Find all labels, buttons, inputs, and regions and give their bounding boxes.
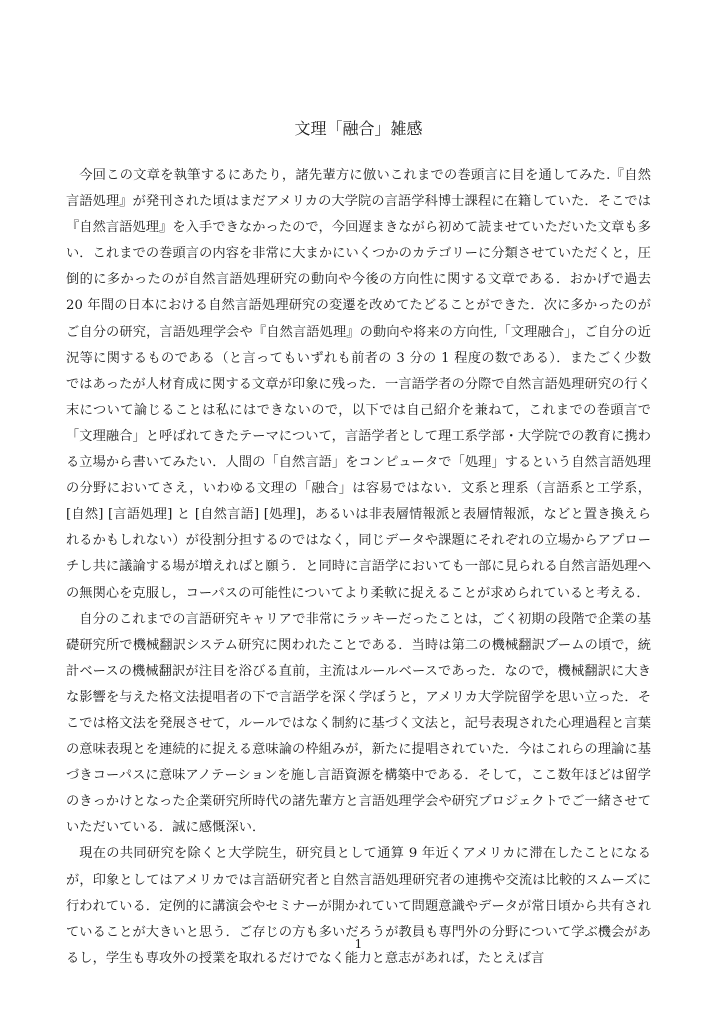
paragraph-1: 今回この文章を執筆するにあたり，諸先輩方に倣いこれまでの巻頭言に目を通してみた.『自然言語処理』が発刊された頃はまだアメリカの大学院の言語学科博士課程に在籍していた．そこでは『自然言語処理』を入手できなかったので，今回遅まきながら初めて読ませていただいた文章も多い．これまでの巻頭言の内容を非常に大まかにいくつかのカテゴリーに分類させていただくと，圧倒的に多かったのが自然言語処理研究の動向や今後の方向性に関する文章である．おかげで過去 20 年間の日本における自然言語処理研究の変遷を改めてたどることができた．次に多かったのがご自分の研究，言語処理学会や『自然言語処理』の動向や将来の方向性,「文理融合」，ご自分の近況等に関するものである（と言ってもいずれも前者の 3 分の 1 程度の数である）．またごく少数ではあったが人材育成に関する文章が印象に残った．一言語学者の分際で自然言語処理研究の行く末について論じることは私にはできないので，以下では自己紹介を兼ねて，これまでの巻頭言で「文理融合」と呼ばれてきたテーマについて，言語学者として理工系学部・大学院での教育に携わる立場から書いてみたい．人間の「自然言語」をコンピュータで「処理」するという自然言語処理の分野においてさえ，いわゆる文理の「融合」は容易ではない．文系と理系（言語系と工学系，[自然] [言語処理] と [自然言語] [処理]，あるいは非表層情報派と表層情報派，などと置き換えられるかもしれない）が役割分担するのではなく，同じデータや課題にそれぞれの立場からアプローチし共に議論する場が増えればと願う．と同時に言語学においても一部に見られる自然言語処理への無関心を克服し，コーパスの可能性についてより柔軟に捉えることが求められていると考える． [66, 168, 651, 601]
paragraph-3: 現在の共同研究を除くと大学院生，研究員として通算 9 年近くアメリカに滞在したことになるが，印象としてはアメリカでは言語研究者と自然言語処理研究者の連携や交流は比較的スムーズに行われている．定例的に講演会やセミナーが開かれていて問題意識やデータが常日頃から共有されていることが大きいと思う．ご存じの方も多いだろうが教員も専門外の分野について学ぶ機会があるし，学生も専攻外の授業を取れるだけでなく能力と意志があれば，たとえば言 [66, 846, 651, 966]
document-title: 文理「融合」雑感 [294, 119, 423, 138]
page-number: 1 [354, 937, 363, 951]
document-body [66, 163, 651, 972]
paragraph-2: 自分のこれまでの言語研究キャリアで非常にラッキーだったことは，ごく初期の段階で企業の基礎研究所で機械翻訳システム研究に関われたことである．当時は第二の機械翻訳ブームの頃で，統計ベースの機械翻訳が注目を浴びる直前，主流はルールベースであった．なので，機械翻訳に大きな影響を与えた格文法提唱者の下で言語学を深く学ぼうと，アメリカ大学院留学を思い立った．そこでは格文法を発展させて，ルールではなく制約に基づく文法と，記号表現された心理過程と言葉の意味表現とを連続的に捉える意味論の枠組みが，新たに提唱されていた．今はこれらの理論に基づきコーパスに意味アノテーションを施し言語資源を構築中である．そして，ここ数年ほどは留学のきっかけとなった企業研究所時代の諸先輩方と言語処理学会や研究プロジェクトでご一緒させていただいている．誠に感慨深い． [66, 611, 651, 836]
